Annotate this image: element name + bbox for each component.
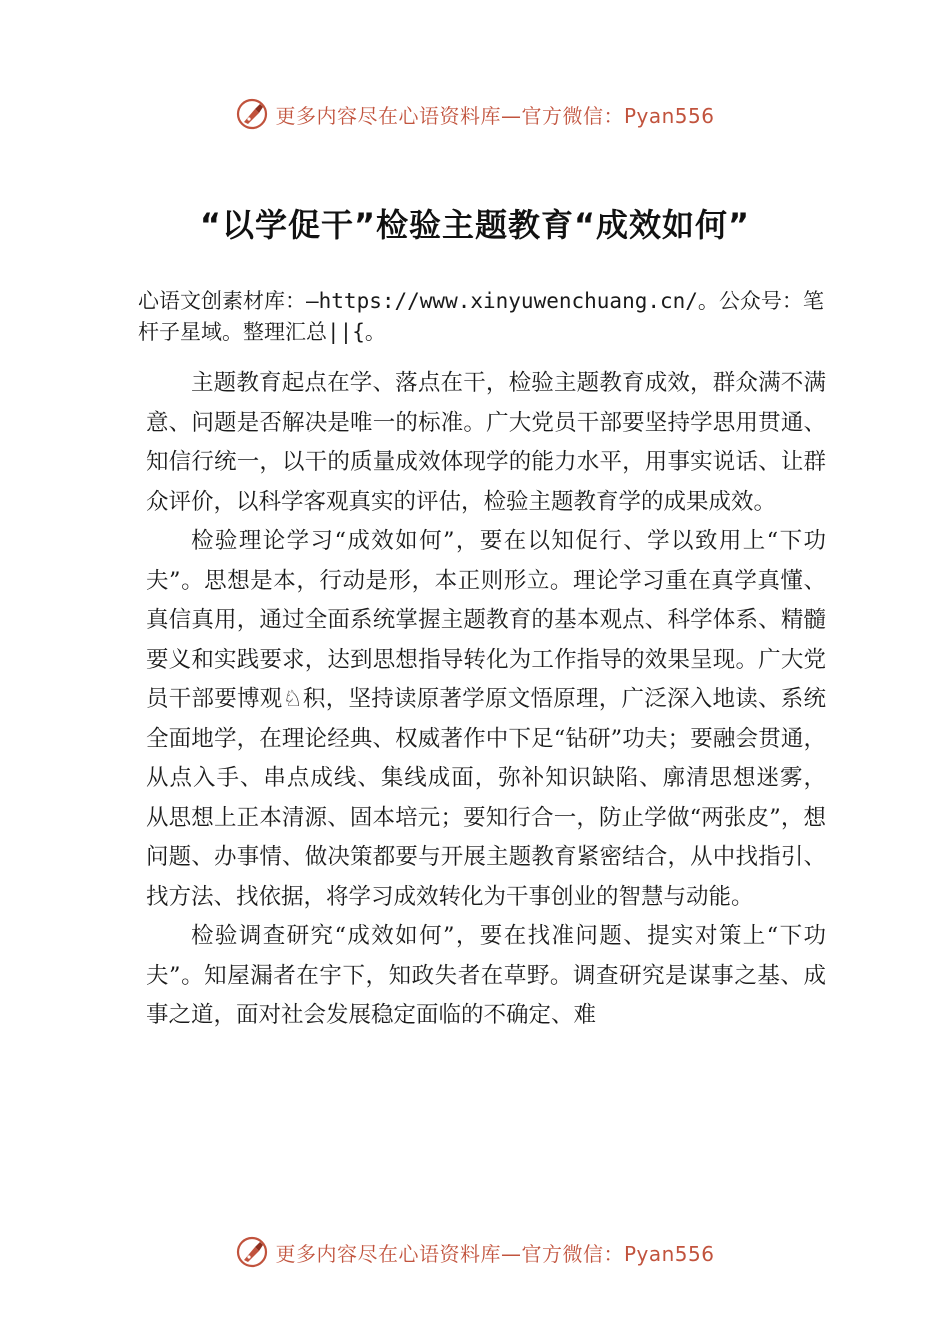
paragraph: 检验理论学习“成效如何”，要在以知促行、学以致用上“下功夫”。思想是本，行动是形，本正则形立。理论学习重在真学真懂、真信真用，通过全面系统掌握主题教育的基本观点、科学体系、精髓要义和实践要求，达到思想指导转化为工作指导的效果呈现。广大党员干部要博观♘积，坚持读原著学原文悟原理，广泛深入地读、系统全面地学，在理论经典、权威著作中下足“钻研”功夫；要融会贯通，从点入手、串点成线、集线成面，弥补知识缺陷、廓清思想迷雾， 从思想上正本清源、固本培元；要知行合一，防止学做“两张皮”，想问题、办事情、做决策都要与开展主题教育紧密结合，从中找指引、找方法、找依据，将学习成效转化为干事创业的智慧与动能。	[146, 528, 826, 910]
document-body	[146, 364, 826, 1036]
document-title: “以学促干”检验主题教育“成效如何”	[199, 206, 751, 244]
footer-banner	[0, 1232, 950, 1272]
source-line: 心语文创素材库：—https://www.xinyuwenchuang.cn/。公众号：笔杆子星域。整理汇总||{。	[138, 289, 824, 344]
header-banner	[0, 94, 950, 134]
paragraph: 检验调查研究“成效如何”，要在找准问题、提实对策上“下功夫”。知屋漏者在宇下，知政失者在草野。调查研究是谋事之基、成事之道，面对社会发展稳定面临的不确定、难	[146, 923, 826, 1028]
header-banner-text: 更多内容尽在心语资料库—官方微信：Pyan556	[275, 103, 715, 128]
pen-nib-logo-icon	[235, 1235, 269, 1269]
footer-banner-text: 更多内容尽在心语资料库—官方微信：Pyan556	[275, 1241, 715, 1266]
pen-nib-logo-icon	[235, 97, 269, 131]
paragraph: 主题教育起点在学、落点在干，检验主题教育成效，群众满不满意、问题是否解决是唯一的标准。广大党员干部要坚持学思用贯通、知信行统一，以干的质量成效体现学的能力水平，用事实说话、让群众评价，以科学客观真实的评估，检验主题教育学的成果成效。	[146, 370, 826, 515]
